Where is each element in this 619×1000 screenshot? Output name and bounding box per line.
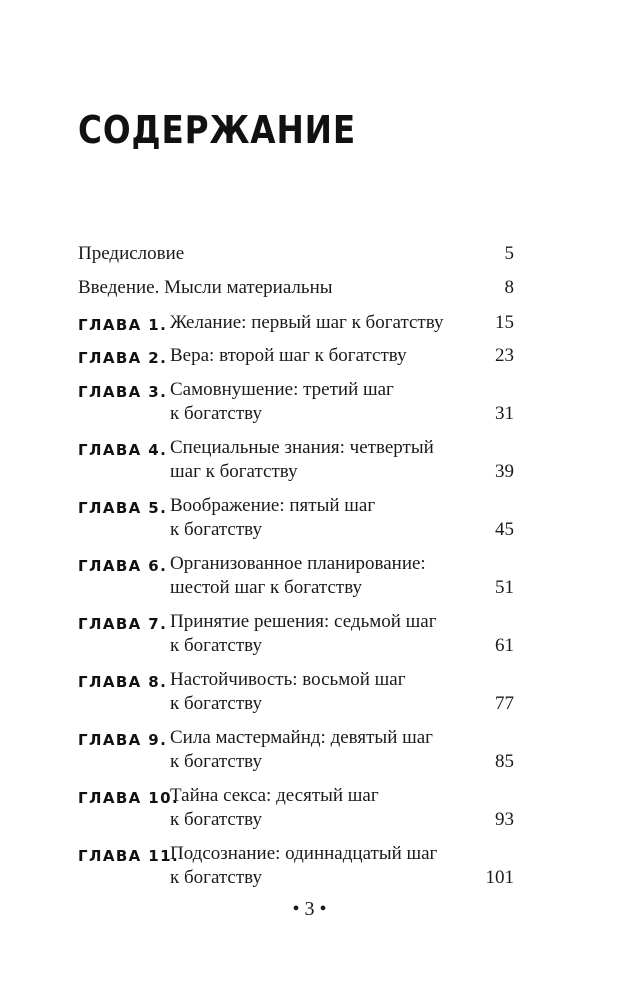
chapter-title: Тайна секса: десятый шаг	[170, 785, 379, 806]
chapter-title-continued: к богатству	[170, 403, 262, 424]
toc-page-number: 39	[495, 461, 514, 482]
toc-page-number: 101	[485, 867, 514, 888]
chapter-title: Специальные знания: четвертый	[170, 437, 434, 458]
toc-page-number: 51	[495, 577, 514, 598]
chapter-title-continued: шаг к богатству	[170, 461, 298, 482]
toc-entry-title: Предисловие	[78, 243, 185, 264]
chapter-label: ГЛАВА 7.	[78, 615, 168, 633]
toc-page-number: 23	[495, 345, 514, 366]
chapter-title-continued: к богатству	[170, 693, 262, 714]
chapter-title: Сила мастермайнд: девятый шаг	[170, 727, 433, 748]
chapter-title: Принятие решения: седьмой шаг	[170, 611, 437, 632]
toc-page-number: 85	[495, 751, 514, 772]
chapter-title: Вера: второй шаг к богатству	[170, 345, 407, 366]
chapter-title: Самовнушение: третий шаг	[170, 379, 394, 400]
page-folio: • 3 •	[292, 898, 327, 920]
toc-page-number: 77	[495, 693, 514, 714]
chapter-title-continued: к богатству	[170, 519, 262, 540]
chapter-label: ГЛАВА 10.	[78, 789, 180, 807]
chapter-title: Подсознание: одиннадцатый шаг	[170, 843, 438, 864]
chapter-label: ГЛАВА 3.	[78, 383, 168, 401]
chapter-label: ГЛАВА 2.	[78, 349, 168, 367]
toc-page-number: 15	[495, 312, 514, 333]
chapter-label: ГЛАВА 5.	[78, 499, 168, 517]
chapter-title: Организованное планирование:	[170, 553, 426, 574]
toc-entry-title: Введение. Мысли материальны	[78, 277, 333, 298]
chapter-title-continued: шестой шаг к богатству	[170, 577, 363, 598]
toc-page-number: 45	[495, 519, 514, 540]
page-title: СОДЕРЖАНИЕ	[78, 108, 357, 152]
chapter-label: ГЛАВА 9.	[78, 731, 168, 749]
toc-page-number: 8	[504, 277, 514, 298]
chapter-title-continued: к богатству	[170, 809, 262, 830]
toc-page-number: 61	[495, 635, 514, 656]
chapter-title: Настойчивость: восьмой шаг	[170, 669, 406, 690]
toc-page-number: 5	[504, 243, 514, 264]
chapter-label: ГЛАВА 6.	[78, 557, 168, 575]
chapter-title-continued: к богатству	[170, 635, 262, 656]
chapter-title-continued: к богатству	[170, 751, 262, 772]
chapter-label: ГЛАВА 11.	[78, 847, 180, 865]
chapter-title-continued: к богатству	[170, 867, 262, 888]
toc-page-number: 31	[495, 403, 514, 424]
chapter-label: ГЛАВА 1.	[78, 316, 168, 334]
toc-page-number: 93	[495, 809, 514, 830]
chapter-title: Воображение: пятый шаг	[170, 495, 376, 516]
chapter-label: ГЛАВА 4.	[78, 441, 168, 459]
chapter-title: Желание: первый шаг к богатству	[170, 312, 444, 333]
chapter-label: ГЛАВА 8.	[78, 673, 168, 691]
